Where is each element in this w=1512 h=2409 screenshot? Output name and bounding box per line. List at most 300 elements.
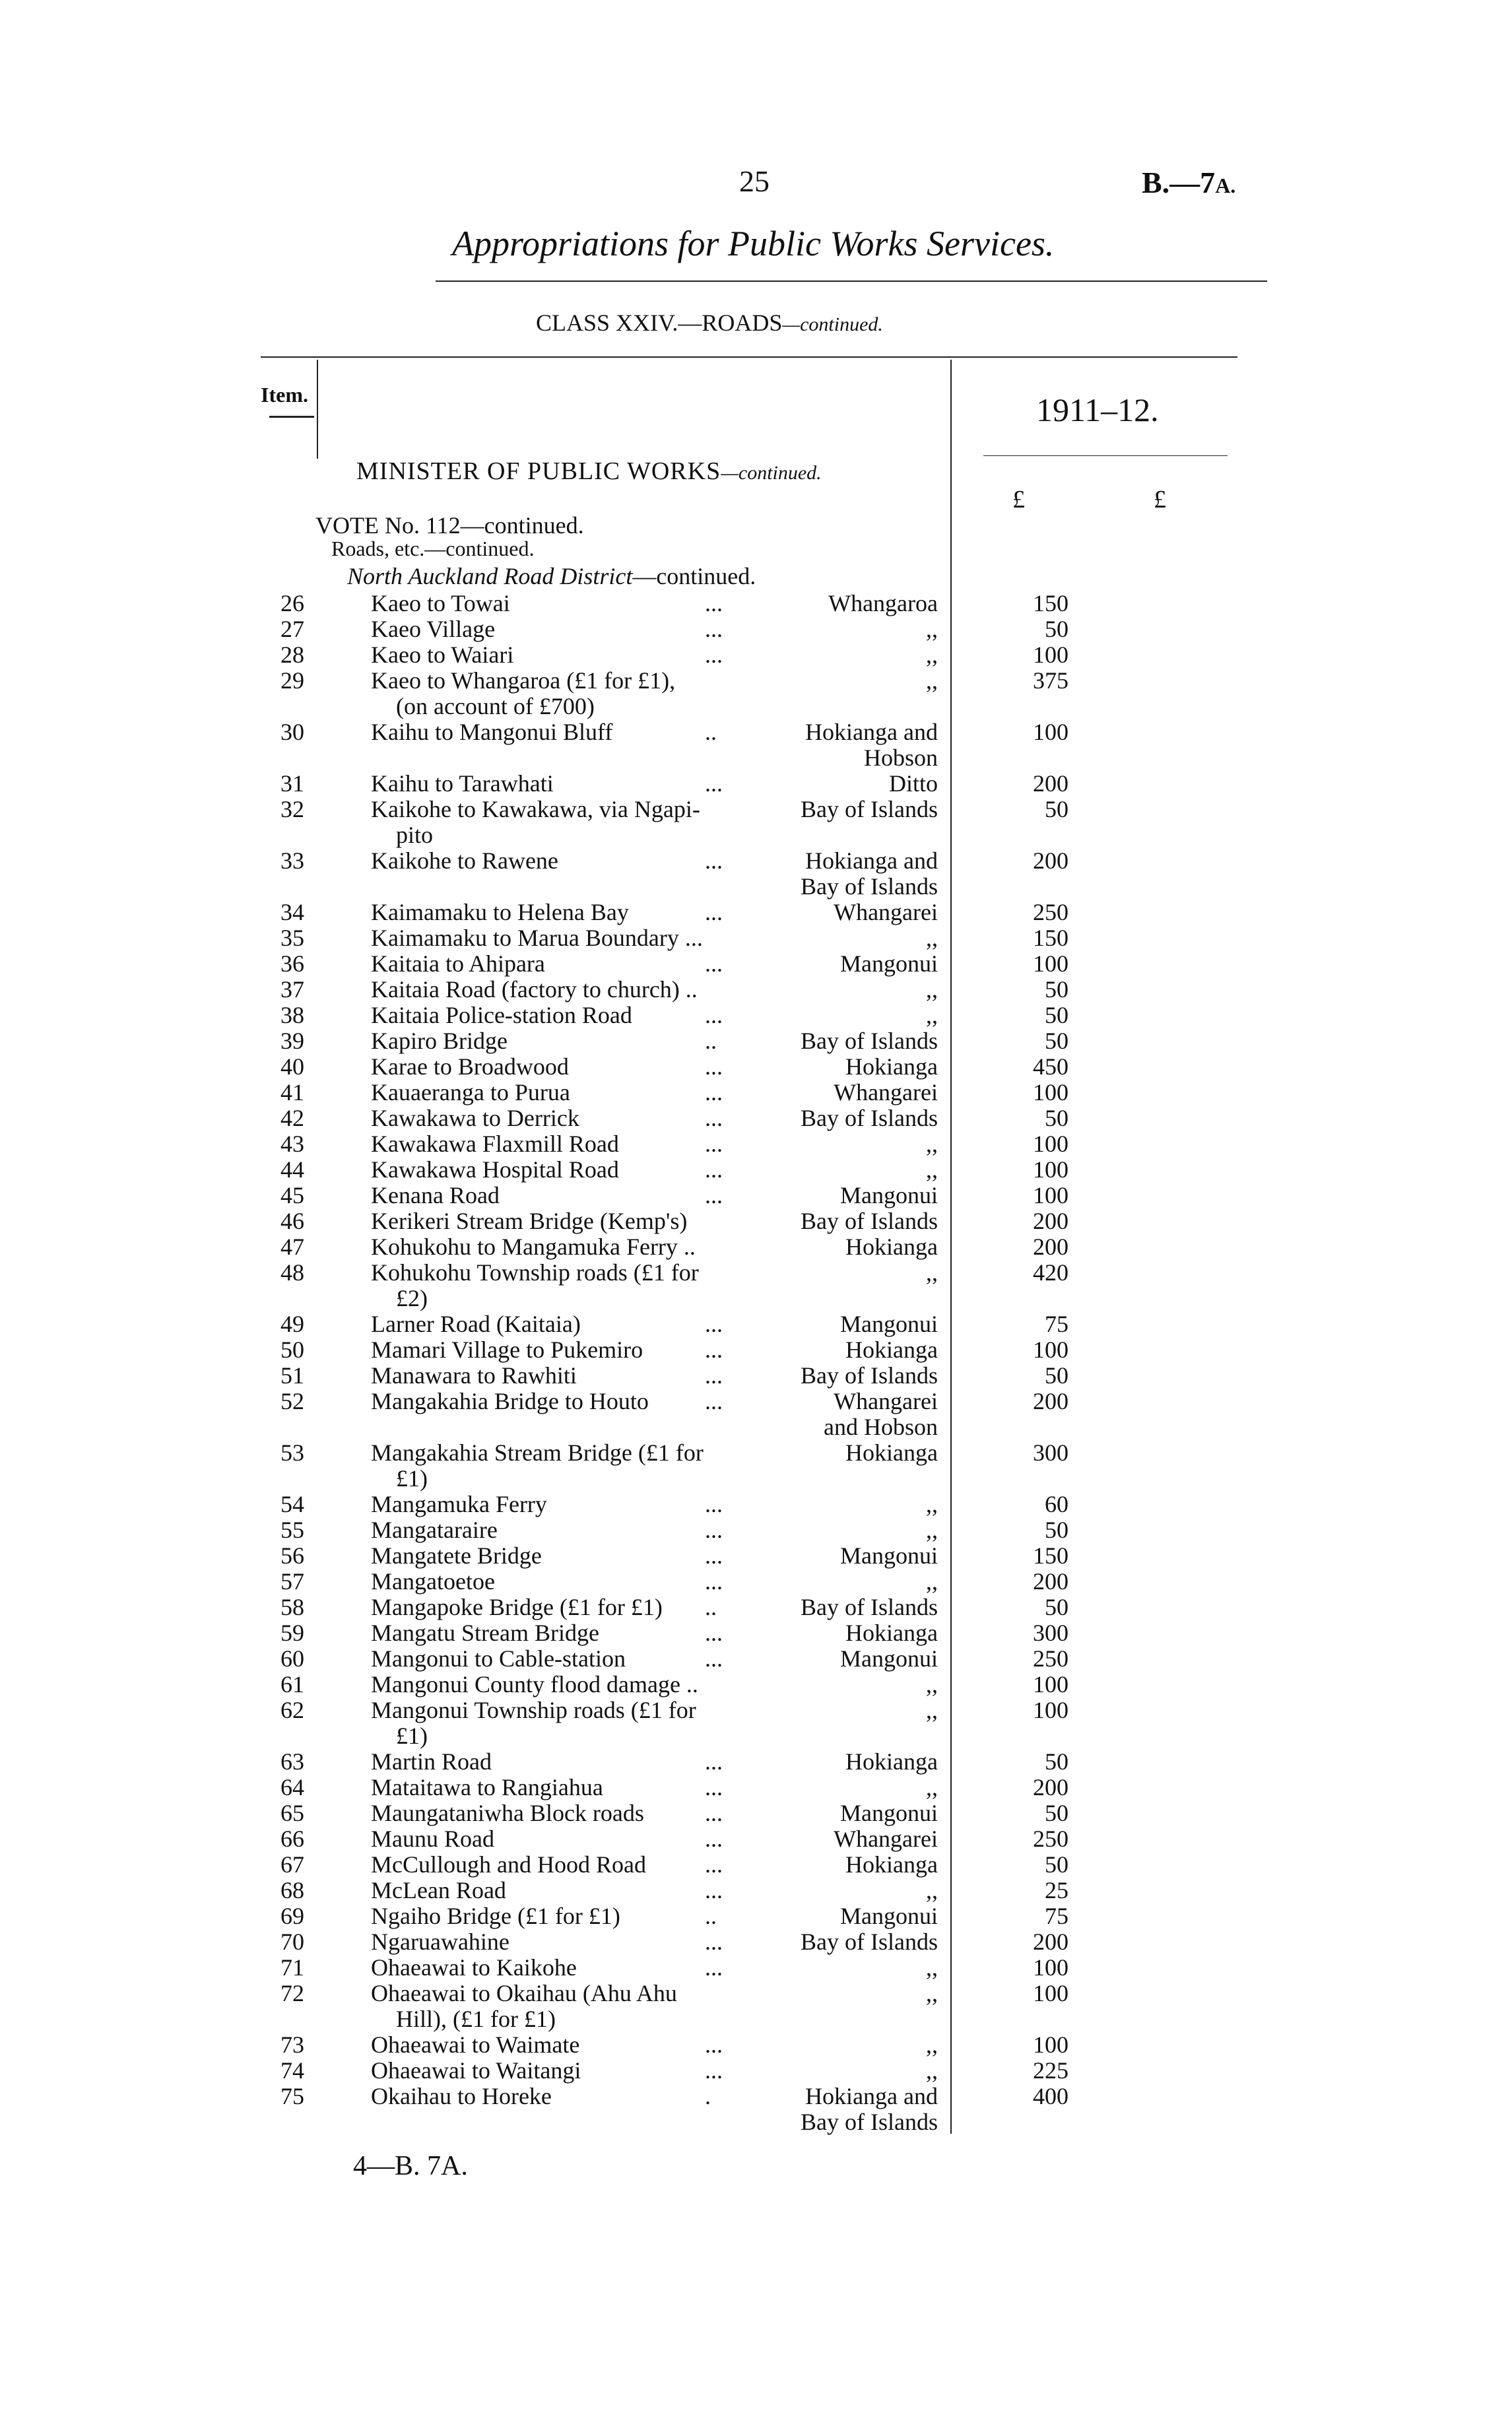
item-number: 66 xyxy=(280,1826,304,1852)
item-amount: 50 xyxy=(1045,1594,1068,1620)
leader-dots: ... xyxy=(705,1311,723,1337)
item-amount: 250 xyxy=(1033,1826,1068,1852)
table-row xyxy=(0,1979,1512,2005)
document-reference xyxy=(1142,165,1235,200)
table-row xyxy=(0,1490,1512,1516)
item-district: Hokianga xyxy=(845,1748,938,1775)
page-number: 25 xyxy=(739,164,770,198)
item-description: Kawakawa Flaxmill Road xyxy=(371,1131,619,1157)
item-description: Kenana Road xyxy=(371,1182,500,1208)
table-row xyxy=(0,615,1512,641)
item-number: 58 xyxy=(280,1594,304,1620)
item-district: Mangonui xyxy=(840,1542,938,1569)
item-district: ,, xyxy=(926,1774,938,1800)
table-row xyxy=(0,1748,1512,1773)
item-number: 40 xyxy=(280,1053,304,1080)
item-amount: 50 xyxy=(1045,1517,1068,1543)
item-district: Hokianga xyxy=(845,1336,938,1363)
item-district: Whangarei xyxy=(834,1826,938,1852)
item-description: Ohaeawai to Waimate xyxy=(371,2031,580,2058)
item-district: Hokianga xyxy=(845,1234,938,1260)
leader-dots: ... xyxy=(705,590,723,616)
pound-column-header-2: £ xyxy=(1154,486,1166,513)
table-row xyxy=(0,1362,1512,1387)
item-column-border xyxy=(317,360,318,459)
table-row xyxy=(0,1053,1512,1078)
item-district: Whangarei xyxy=(834,899,938,925)
leader-dots: ... xyxy=(705,642,723,668)
item-description: Kohukohu to Mangamuka Ferry .. xyxy=(371,1234,696,1260)
item-amount: 50 xyxy=(1045,1002,1068,1028)
item-number: 75 xyxy=(280,2083,304,2109)
leader-dots: ... xyxy=(705,1491,723,1517)
item-description: McLean Road xyxy=(371,1877,506,1903)
item-description: Kohukohu Township roads (£1 for xyxy=(371,1259,699,1286)
table-row xyxy=(0,1670,1512,1696)
item-description-continued: £1) xyxy=(396,1723,428,1749)
item-amount: 50 xyxy=(1045,796,1068,822)
item-amount: 100 xyxy=(1033,642,1068,668)
table-row xyxy=(0,1902,1512,1928)
table-row-continuation xyxy=(0,2005,1512,2031)
item-district: Bay of Islands xyxy=(801,796,938,822)
item-amount: 100 xyxy=(1033,2031,1068,2058)
item-description: Kauaeranga to Purua xyxy=(371,1079,570,1106)
item-district-continued: and Hobson xyxy=(824,1414,938,1440)
minister-suffix: —continued. xyxy=(721,462,822,484)
item-number: 68 xyxy=(280,1877,304,1903)
item-number: 61 xyxy=(280,1671,304,1698)
item-district: Bay of Islands xyxy=(801,1208,938,1234)
item-description: Kaeo to Towai xyxy=(371,590,510,616)
item-description: Mangakahia Stream Bridge (£1 for xyxy=(371,1439,704,1466)
table-row xyxy=(0,1593,1512,1619)
item-number: 64 xyxy=(280,1774,304,1800)
table-row-continuation xyxy=(0,1465,1512,1490)
item-description-continued: £2) xyxy=(396,1285,428,1311)
table-row xyxy=(0,1439,1512,1465)
item-number: 60 xyxy=(280,1645,304,1672)
pound-column-header-1: £ xyxy=(1012,486,1025,513)
item-district: Hokianga and xyxy=(805,2083,938,2109)
item-district: Mangonui xyxy=(840,1645,938,1672)
leader-dots: ... xyxy=(705,1131,723,1157)
item-amount: 25 xyxy=(1045,1877,1068,1903)
item-description: Okaihau to Horeke xyxy=(371,2083,552,2109)
item-district: Mangonui xyxy=(840,1903,938,1929)
leader-dots: ... xyxy=(705,1079,723,1106)
item-district: Hokianga xyxy=(845,1851,938,1878)
item-number: 72 xyxy=(280,1980,304,2006)
leader-dots: ... xyxy=(705,1774,723,1800)
item-district: Hokianga xyxy=(845,1620,938,1646)
item-description: Ngaruawahine xyxy=(371,1929,509,1955)
leader-dots: .. xyxy=(705,719,717,745)
item-number: 33 xyxy=(280,847,304,874)
item-number: 39 xyxy=(280,1028,304,1054)
table-row-continuation xyxy=(0,1722,1512,1748)
year-header-rule xyxy=(983,455,1228,456)
item-amount: 420 xyxy=(1033,1259,1068,1286)
table-row xyxy=(0,898,1512,924)
class-title-main: CLASS XXIV.—ROADS xyxy=(536,310,783,336)
item-number: 57 xyxy=(280,1568,304,1595)
item-district: Bay of Islands xyxy=(801,1362,938,1389)
item-number: 31 xyxy=(280,770,304,797)
table-row-continuation xyxy=(0,1284,1512,1310)
item-number: 34 xyxy=(280,899,304,925)
item-number: 38 xyxy=(280,1002,304,1028)
leader-dots: ... xyxy=(705,1362,723,1389)
leader-dots: ... xyxy=(705,1388,723,1414)
item-description: Kapiro Bridge xyxy=(371,1028,508,1054)
item-description: Kaihu to Mangonui Bluff xyxy=(371,719,613,745)
item-number: 30 xyxy=(280,719,304,745)
leader-dots: ... xyxy=(705,2031,723,2058)
item-amount: 100 xyxy=(1033,719,1068,745)
item-column-header: Item. xyxy=(261,383,308,407)
item-amount: 100 xyxy=(1033,1182,1068,1208)
leader-dots: ... xyxy=(705,1748,723,1775)
item-amount: 100 xyxy=(1033,1336,1068,1363)
item-amount: 50 xyxy=(1045,1748,1068,1775)
item-amount: 50 xyxy=(1045,1028,1068,1054)
item-amount: 100 xyxy=(1033,1980,1068,2006)
item-amount: 50 xyxy=(1045,1105,1068,1131)
item-number: 46 xyxy=(280,1208,304,1234)
item-district-continued: Hobson xyxy=(863,744,938,771)
item-description: Kaeo to Whangaroa (£1 for £1), xyxy=(371,667,676,694)
leader-dots: ... xyxy=(705,1182,723,1208)
item-number: 29 xyxy=(280,667,304,694)
item-number: 32 xyxy=(280,796,304,822)
item-description: Kaikohe to Rawene xyxy=(371,847,558,874)
roads-heading: Roads, etc.—continued. xyxy=(331,537,535,560)
table-row xyxy=(0,1181,1512,1207)
leader-dots: ... xyxy=(705,899,723,925)
item-description-continued: pito xyxy=(396,822,434,848)
table-row xyxy=(0,1310,1512,1336)
item-number: 48 xyxy=(280,1259,304,1286)
vote-heading: VOTE No. 112—continued. xyxy=(315,512,584,539)
table-row xyxy=(0,1645,1512,1670)
item-amount: 150 xyxy=(1033,1542,1068,1569)
item-district: ,, xyxy=(926,616,938,642)
item-amount: 100 xyxy=(1033,950,1068,977)
item-number: 52 xyxy=(280,1388,304,1414)
item-district: Whangarei xyxy=(834,1079,938,1106)
item-district: ,, xyxy=(926,667,938,694)
item-amount: 200 xyxy=(1033,1568,1068,1595)
item-district: ,, xyxy=(926,1491,938,1517)
item-description: Mangatete Bridge xyxy=(371,1542,542,1569)
item-district: Mangonui xyxy=(840,1311,938,1337)
item-description: Larner Road (Kaitaia) xyxy=(371,1311,581,1337)
item-amount: 225 xyxy=(1033,2057,1068,2084)
item-district: Bay of Islands xyxy=(801,1028,938,1054)
item-amount: 400 xyxy=(1033,2083,1068,2109)
item-description: Mangataraire xyxy=(371,1517,498,1543)
item-number: 51 xyxy=(280,1362,304,1389)
item-district: ,, xyxy=(926,2031,938,2058)
table-row xyxy=(0,1233,1512,1259)
table-row xyxy=(0,795,1512,821)
table-row xyxy=(0,1027,1512,1053)
table-row xyxy=(0,1851,1512,1876)
table-row xyxy=(0,1207,1512,1233)
table-row xyxy=(0,667,1512,692)
item-number: 28 xyxy=(280,642,304,668)
table-row xyxy=(0,1928,1512,1954)
item-district: Hokianga and xyxy=(805,847,938,874)
table-row xyxy=(0,1516,1512,1542)
table-row xyxy=(0,847,1512,873)
item-district: ,, xyxy=(926,1131,938,1157)
leader-dots: ... xyxy=(705,847,723,874)
class-title xyxy=(536,309,883,337)
item-description: Karae to Broadwood xyxy=(371,1053,569,1080)
leader-dots: ... xyxy=(705,770,723,797)
item-description: Kaihu to Tarawhati xyxy=(371,770,554,797)
item-amount: 200 xyxy=(1033,847,1068,874)
item-district: ,, xyxy=(926,1568,938,1595)
item-district: ,, xyxy=(926,2057,938,2084)
item-district: Mangonui xyxy=(840,1182,938,1208)
item-description: Mangatu Stream Bridge xyxy=(371,1620,599,1646)
item-number: 65 xyxy=(280,1800,304,1826)
reference-main: B.—7 xyxy=(1142,166,1216,199)
minister-title: MINISTER OF PUBLIC WORKS xyxy=(356,457,721,485)
item-description: Kaeo Village xyxy=(371,616,496,642)
leader-dots: ... xyxy=(705,1851,723,1878)
table-row-continuation xyxy=(0,692,1512,718)
table-row xyxy=(0,1156,1512,1181)
table-row xyxy=(0,2057,1512,2082)
item-district: Ditto xyxy=(888,770,938,797)
table-row xyxy=(0,718,1512,744)
item-header-underline xyxy=(269,416,314,418)
table-row xyxy=(0,924,1512,950)
item-district: ,, xyxy=(926,925,938,951)
leader-dots: . xyxy=(705,2083,711,2109)
item-description: Mangatoetoe xyxy=(371,1568,495,1595)
item-description: Ohaeawai to Okaihau (Ahu Ahu xyxy=(371,1980,677,2006)
table-row xyxy=(0,1078,1512,1104)
item-district: ,, xyxy=(926,976,938,1003)
item-district: Hokianga and xyxy=(805,719,938,745)
item-amount: 450 xyxy=(1033,1053,1068,1080)
item-description: Martin Road xyxy=(371,1748,492,1775)
leader-dots: ... xyxy=(705,1336,723,1363)
leader-dots: ... xyxy=(705,950,723,977)
item-district: Bay of Islands xyxy=(801,1105,938,1131)
heading-divider xyxy=(436,280,1267,282)
leader-dots: .. xyxy=(705,1028,717,1054)
item-description: Maungataniwha Block roads xyxy=(371,1800,644,1826)
item-number: 54 xyxy=(280,1491,304,1517)
leader-dots: ... xyxy=(705,1826,723,1852)
table-row xyxy=(0,1542,1512,1568)
table-row-continuation xyxy=(0,2108,1512,2134)
item-amount: 75 xyxy=(1045,1903,1068,1929)
year-column-header: 1911–12. xyxy=(1036,391,1159,428)
item-description-continued: (on account of £700) xyxy=(396,693,595,719)
item-description: Kawakawa to Derrick xyxy=(371,1105,579,1131)
item-district: Hokianga xyxy=(845,1439,938,1466)
item-description: Kawakawa Hospital Road xyxy=(371,1156,619,1183)
leader-dots: .. xyxy=(705,1903,717,1929)
table-row xyxy=(0,589,1512,615)
table-row-continuation xyxy=(0,1413,1512,1439)
item-amount: 100 xyxy=(1033,1671,1068,1698)
item-description: Kaitaia Police-station Road xyxy=(371,1002,632,1028)
item-amount: 100 xyxy=(1033,1954,1068,1981)
item-amount: 60 xyxy=(1045,1491,1068,1517)
item-district: ,, xyxy=(926,1877,938,1903)
item-number: 69 xyxy=(280,1903,304,1929)
item-amount: 100 xyxy=(1033,1156,1068,1183)
leader-dots: ... xyxy=(705,1002,723,1028)
item-description: Mangapoke Bridge (£1 for £1) xyxy=(371,1594,663,1620)
item-description: Ohaeawai to Kaikohe xyxy=(371,1954,577,1981)
item-district-continued: Bay of Islands xyxy=(801,2109,938,2135)
item-amount: 50 xyxy=(1045,1800,1068,1826)
item-amount: 50 xyxy=(1045,1851,1068,1878)
item-number: 71 xyxy=(280,1954,304,1981)
leader-dots: ... xyxy=(705,1542,723,1569)
item-description: Mangonui County flood damage .. xyxy=(371,1671,698,1698)
leader-dots: ... xyxy=(705,1568,723,1595)
table-row xyxy=(0,1259,1512,1284)
item-amount: 100 xyxy=(1033,1079,1068,1106)
item-number: 41 xyxy=(280,1079,304,1106)
table-row xyxy=(0,1130,1512,1156)
item-number: 73 xyxy=(280,2031,304,2058)
item-number: 35 xyxy=(280,925,304,951)
item-district: Mangonui xyxy=(840,1800,938,1826)
item-number: 36 xyxy=(280,950,304,977)
item-district: Hokianga xyxy=(845,1053,938,1080)
item-amount: 250 xyxy=(1033,1645,1068,1672)
item-number: 27 xyxy=(280,616,304,642)
table-row xyxy=(0,2082,1512,2108)
item-amount: 75 xyxy=(1045,1311,1068,1337)
item-number: 37 xyxy=(280,976,304,1003)
item-district: ,, xyxy=(926,1002,938,1028)
item-district: Mangonui xyxy=(840,950,938,977)
table-row xyxy=(0,1825,1512,1851)
item-number: 45 xyxy=(280,1182,304,1208)
district-name: North Auckland Road District xyxy=(347,563,633,589)
item-description: Kaikohe to Kawakawa, via Ngapi- xyxy=(371,796,700,822)
item-amount: 100 xyxy=(1033,1697,1068,1723)
item-number: 43 xyxy=(280,1131,304,1157)
item-amount: 150 xyxy=(1033,925,1068,951)
item-description: Ohaeawai to Waitangi xyxy=(371,2057,581,2084)
item-description: Maunu Road xyxy=(371,1826,494,1852)
item-amount: 300 xyxy=(1033,1439,1068,1466)
table-row-continuation xyxy=(0,821,1512,847)
item-description: Kaitaia Road (factory to church) .. xyxy=(371,976,698,1003)
item-number: 59 xyxy=(280,1620,304,1646)
item-district: ,, xyxy=(926,1980,938,2006)
item-description: Kaeo to Waiari xyxy=(371,642,514,668)
item-district: Bay of Islands xyxy=(801,1929,938,1955)
leader-dots: ... xyxy=(705,1105,723,1131)
item-amount: 200 xyxy=(1033,770,1068,797)
item-number: 62 xyxy=(280,1697,304,1723)
table-row xyxy=(0,950,1512,975)
item-description: Mangonui to Cable-station xyxy=(371,1645,626,1672)
item-description: Mangamuka Ferry xyxy=(371,1491,547,1517)
table-row xyxy=(0,1696,1512,1722)
item-number: 42 xyxy=(280,1105,304,1131)
item-number: 56 xyxy=(280,1542,304,1569)
item-district: ,, xyxy=(926,1954,938,1981)
table-row xyxy=(0,1773,1512,1799)
item-description: Mangakahia Bridge to Houto xyxy=(371,1388,649,1414)
item-district: ,, xyxy=(926,1517,938,1543)
table-row xyxy=(0,1799,1512,1825)
minister-heading xyxy=(356,457,822,486)
item-amount: 200 xyxy=(1033,1774,1068,1800)
leader-dots: ... xyxy=(705,1877,723,1903)
item-number: 63 xyxy=(280,1748,304,1775)
table-row xyxy=(0,1619,1512,1645)
item-description: Mataitawa to Rangiahua xyxy=(371,1774,603,1800)
item-description: Kaitaia to Ahipara xyxy=(371,950,545,977)
item-district: ,, xyxy=(926,1259,938,1286)
leader-dots: ... xyxy=(705,1517,723,1543)
item-amount: 375 xyxy=(1033,667,1068,694)
item-amount: 200 xyxy=(1033,1388,1068,1414)
item-description: Kaimamaku to Helena Bay xyxy=(371,899,629,925)
table-row xyxy=(0,641,1512,667)
item-amount: 100 xyxy=(1033,1131,1068,1157)
item-district: ,, xyxy=(926,1671,938,1698)
leader-dots: ... xyxy=(705,1053,723,1080)
item-description: Kerikeri Stream Bridge (Kemp's) xyxy=(371,1208,688,1234)
item-amount: 200 xyxy=(1033,1929,1068,1955)
table-row xyxy=(0,1387,1512,1413)
leader-dots: ... xyxy=(705,1156,723,1183)
item-amount: 300 xyxy=(1033,1620,1068,1646)
item-district: Whangaroa xyxy=(828,590,938,616)
item-number: 47 xyxy=(280,1234,304,1260)
item-district: Whangarei xyxy=(834,1388,938,1414)
item-description-continued: £1) xyxy=(396,1465,428,1492)
page-footer: 4—B. 7A. xyxy=(353,2151,468,2181)
item-number: 55 xyxy=(280,1517,304,1543)
item-description: McCullough and Hood Road xyxy=(371,1851,646,1878)
item-description: Manawara to Rawhiti xyxy=(371,1362,577,1389)
table-row-continuation xyxy=(0,744,1512,770)
table-row xyxy=(0,770,1512,795)
leader-dots: ... xyxy=(705,1954,723,1981)
leader-dots: ... xyxy=(705,1929,723,1955)
item-amount: 150 xyxy=(1033,590,1068,616)
table-row xyxy=(0,1336,1512,1362)
leader-dots: ... xyxy=(705,2057,723,2084)
item-amount: 50 xyxy=(1045,976,1068,1003)
item-description: Mamari Village to Pukemiro xyxy=(371,1336,643,1363)
leader-dots: .. xyxy=(705,1594,717,1620)
table-row xyxy=(0,1876,1512,1902)
item-number: 53 xyxy=(280,1439,304,1466)
item-amount: 250 xyxy=(1033,899,1068,925)
item-number: 26 xyxy=(280,590,304,616)
table-row-continuation xyxy=(0,873,1512,898)
